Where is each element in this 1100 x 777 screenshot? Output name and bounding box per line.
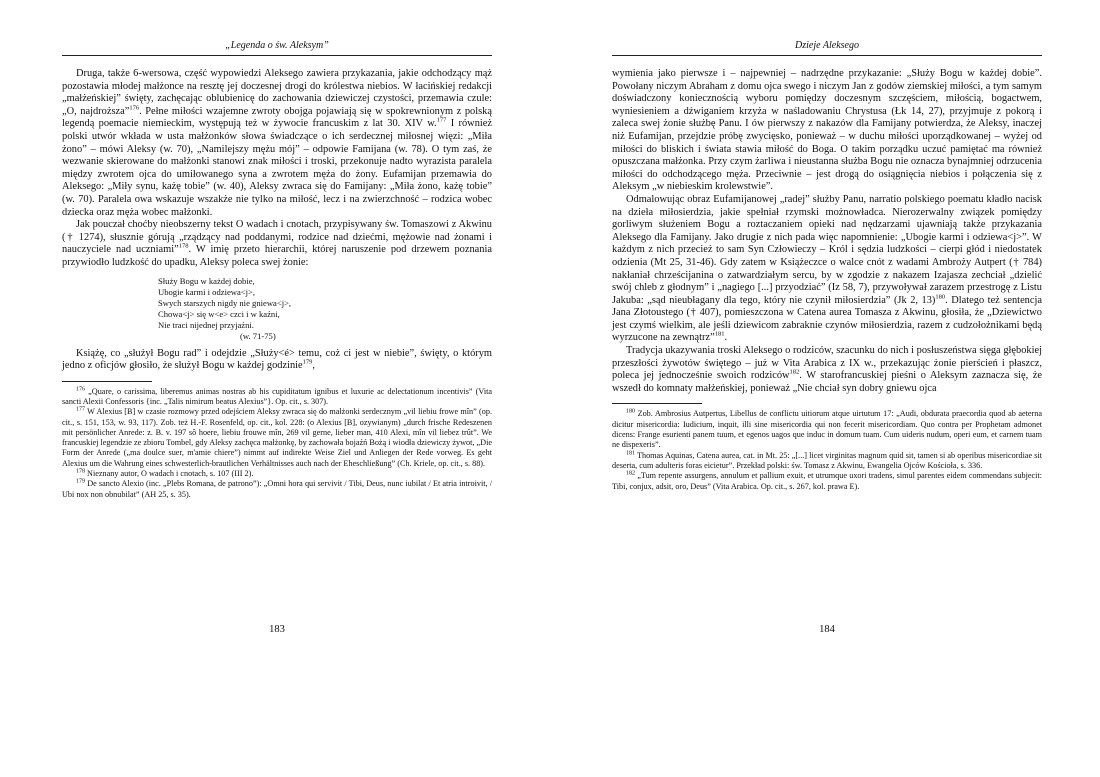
- paragraph-2: Jak pouczał choćby nieobszerny tekst O wadach i cnotach, przypisywany św. Tomaszowi z Akwinu († 1274), słusznie górują „rządzący nad poddanymi, rodzice nad dziećmi, mężowie nad żonami i nauczyciele nad uczniami”$^{178}$. W imię przeto hierarchii, której naruszenie pod drzewem poznania przywiodło ludzkość do upadku, Aleksy poleca swej żonie:: [62, 219, 492, 268]
- paragraph-1: Druga, także 6-wersowa, część wypowiedzi Aleksego zawiera przykazania, jakie odchodzący mąż pozostawia młodej małżonce na resztę jej doczesnej drogi do królestwa niebios. W łacińskiej redakcji „małżeńskiej” święty, zachęcając oblubienicę do zachowania dziewiczej czystości, przemawia czule: „O, najdroższa”$^{176}$. Pełne miłości wzajemne zwroty obojga pojawiają się w spokrewnionym z polską legendą poemacie niemieckim, występują też w żywocie francuskim z lat 30. XIV w.$^{177}$ I również polski utwór wkłada w usta małżonków słowa świadczące o ich serdecznej miłosnej więzi: „Miła żono” – mówi Aleksy (w. 70), „Namilejszy mężu mój” – odpowie Famijana (w. 78). O tym zaś, że wezwanie skierowane do małżonki stanowi znak miłości i troski, przekonuje nadto wyrazista paralela między zwrotem ojca do umiłowanego syna a zwrotem męża do żony. Eufamijan przemawia do Aleksego: „Miły synu, każę tobie” (w. 40), Aleksy zwraca się do Famijany: „Miła żono, każę tobie” (w. 70). Paralela owa wskazuje wszakże nie tylko na miłość, lecz i na zwierzchność – rodzica wobec dziecka oraz męża wobec małżonki.: [62, 68, 492, 218]
- footnote: $^{179}$ De sancto Alexio (inc. „Plebs Romana, de patrono”): „Omni hora qui servivit / Tibi, Deus, nunc iubilat / Et atria introivit, / Ubi nox non obnubilat” (AH 25, s. 35).: [62, 478, 493, 499]
- paragraph-3: Tradycja ukazywania troski Aleksego o rodziców, szacunku do nich i posłuszeństwa sięga głębokiej przeszłości żywotów świętego – już w Vita Arabica z IX w., przekazując żonie pierścień i płaszcz, poleca jej jednocześnie swoich rodziców$^{182}$. W starofrancuskiej pieśni o Aleksym zaznacza się, że wszedł do komnaty małżeńskiej, ponieważ „Nie chciał syn dobry gniewu ojca: [612, 345, 1042, 394]
- body-text-right: [612, 68, 1042, 492]
- running-header-right: Dzieje Aleksego: [795, 40, 859, 51]
- footnote-rule-right: [612, 403, 702, 404]
- header-rule-left: [62, 55, 492, 56]
- footnote: $^{180}$ Zob. Ambrosius Autpertus, Libellus de conflictu uitiorum atque uirtutum 17: „Audi, obdurata praecordia quod ab aeterna dicitur misericordia: Iudicium, inquit, illi sine misericordia qui non fecerit misericordiam. Quo contra per Prophetam admonet dicens: Frange esurienti panem tuum, et egenos uagos que induc in domum tuam. Cum uideris nudum, operi eum, et carnem tuam ne dispexeris”.: [612, 408, 1042, 450]
- verse-line: Swych starszych nigdy nie gniewa<j>,: [158, 297, 292, 308]
- verse-line: Ubogie karmi i odziewa<j>,: [158, 286, 256, 297]
- verse-line: Nie traci nijednej przyjaźni.: [158, 319, 254, 330]
- verse-line: Chowa<j> się w<e> czci i w kaźni,: [158, 308, 280, 319]
- paragraph-3: Książę, co „służył Bogu rad” i odejdzie „Służy<é> temu, coż ci jest w niebie”, święty, o którym jedno z oficjów głosiło, że służył Bogu w każdej godzinie$^{179}$,: [62, 347, 492, 372]
- footnote-ref-180[interactable]: 180: [935, 293, 946, 301]
- footnote-rule-left: [62, 381, 152, 382]
- header-rule-right: [612, 55, 1042, 56]
- page-number-left: 183: [269, 624, 285, 635]
- footnote: $^{182}$ „Tum repente assurgens, annulum et pallium exuit, et utrumque uxori tradens, simul parentes eidem commendans subjecit: Tibi, conjux, adsit, oro, Deus” (Vita Arabica. Op. cit., s. 267, kol. prawa E).: [612, 470, 1042, 491]
- footnote-ref-181[interactable]: 181: [714, 331, 725, 338]
- verse-quotation: [158, 276, 492, 342]
- footnote: $^{178}$ Nieznany autor, O wadach i cnotach, s. 107 (III 2).: [76, 468, 254, 479]
- paragraph-1: wymienia jako pierwsze i – najpewniej – nadrzędne przykazanie: „Służy Bogu w każdej dobie”. Powołany niczym Abraham z domu ojca swego i niczym Jan z godów ziemskiej miłości, a tym samym doświadczony koniecznością wyboru pomiędzy doczesnym szczęściem, miłością, bogactwem, wyniesieniem a dźwiganiem krzyża w naśladowaniu Chrystusa (Łk 14, 27), przyjmuje z pokorą i zaleca swej żonie służbę Panu. I ów pierwszy z nakazów dla Famijany potwierdza, że Aleksy, inaczej niż Eufamijan, przejdzie próbę zwycięsko, ponieważ – w duchu miłości uporządkowanej – wyżej od miłości do bliskich i świata stawia miłość do Boga. O takim porządku uczuć pamiętać ma również opuszczana małżonka. Przy czym żarliwa i nieustanna służba Bogu nie oznacza bynajmniej odrzucenia miłości do odchodzącego męża. Przeciwnie – jest drogą do osiągnięcia niebios i połączenia się z Aleksym „w niebieskim krolewstwie”.: [612, 68, 1042, 193]
- running-header-left: „Legenda o św. Aleksym”: [225, 40, 329, 51]
- footnote: $^{176}$ „Quare, o carissima, liberemus animas nostras ab his cupiditatum ignibus et luxurie ac delectationum incentivis” (Vita sancti Alexii Confessoris {inc. „Talis nimirum beatus Alexius”}. Op. cit., s. 307).: [62, 385, 493, 406]
- verse-reference: (w. 71-75): [240, 330, 276, 341]
- footnote-ref-182[interactable]: 182: [789, 368, 800, 376]
- paragraph-2: Odmalowując obraz Eufamijanowej „radej” służby Panu, narratio polskiego poematu kładło nacisk na dzieła miłosierdzia, jakie spełniał rzymski możnowładca. Nierozerwalny związek pomiędzy gorliwym służeniem Bogu a roztaczaniem opieki nad nędzarzami ujawniają także przykazania Aleksego dla Famijany. Jako drugie z nich pada więc napomnienie: „Ubogie karmi i odziewa<j>”. W każdym z nich przecież to sam Syn Człowieczy – Król i sędzia ludzkości – cierpi głód i niedostatek odzienia (Mt 25, 31-46). Gdy zatem w Książeczce o walce cnót z wadami Ambroży Autpert († 784) nakłaniał chrześcijanina o zatwardziałym sercu, by w zgodzie z nakazem Izajasza zechciał „dzielić swój chleb z głodnym” i „nagiego [...] przyodziać” (Iz 58, 7), przywoływał zarazem przestrogę z Listu Jakuba: „sąd nieubłagany dla tego, który nie czynił miłosierdzia” (Jk 2, 13)$^{180}$. Dlatego też sentencja Jana Złotoustego († 407), pomieszczona w Catena aurea Tomasza z Akwinu, głosiła, że „Dziewictwo jest czymś wielkim, ale jeśli dziewicom zabraknie czynów miłosierdzia, razem z cudzołożnikami będą wyrzucone na zewnątrz”$^{181}$.: [612, 193, 1042, 344]
- footnote-ref-179[interactable]: 179: [302, 358, 313, 366]
- body-text-left: [62, 68, 492, 500]
- footnote-ref-178[interactable]: 178: [178, 242, 189, 250]
- footnote-ref-176[interactable]: 176: [129, 104, 140, 112]
- right-page: [612, 0, 1042, 777]
- verse-line: Służy Bogu w każdej dobie,: [158, 275, 255, 286]
- left-page: [62, 0, 492, 777]
- footnote: $^{177}$ W Alexius [B] w czasie rozmowy przed odejściem Aleksy zwraca się do małżonki serdecznym „vil liebiu frowe mîn” (op. cit., s. 151, 153, w. 93, 117). Zob. też H.-F. Rosenfeld, op. cit., kol. 228: (o Alexius [B], ozywianym) „durch frische Redeszenen mit persönlicher Anrede: z. B. v. 197 sô hoere, liebiu frouwe mîn, 269 vil gerne, lieber man, 410 Alexi, mîn vil liebez trût”. We francuskiej legendzie ze zbioru Tombel, gdy Aleksy zachęca małżonkę, by zachowała bojaźń Bożą i wiodła dziewiczy żywot, „Die Form der Anrede („ma doulce suer, m'amie chiere”) nimmt auf indirekte Weise Ziel und Anliegen der Rede vorweg. Es geht Alexius um die Wahrung eines schwesterlich-brautlichen Verhältnisses auch nach der Eheschließung” (Ch. Kriele, op. cit., s. 88).: [62, 406, 492, 468]
- page-number-right: 184: [819, 624, 835, 635]
- footnote: $^{181}$ Thomas Aquinas, Catena aurea, cat. in Mt. 25: „[...] licet virginitas magnum quid sit, tamen si ab operibus misericordiae sit deserta, cum adulteris foras eicietur”. Przekład polski: św. Tomasz z Akwinu, Ewangelia Ojców Kościoła, s. 336.: [612, 449, 1042, 470]
- footnote-ref-177[interactable]: 177: [436, 116, 447, 124]
